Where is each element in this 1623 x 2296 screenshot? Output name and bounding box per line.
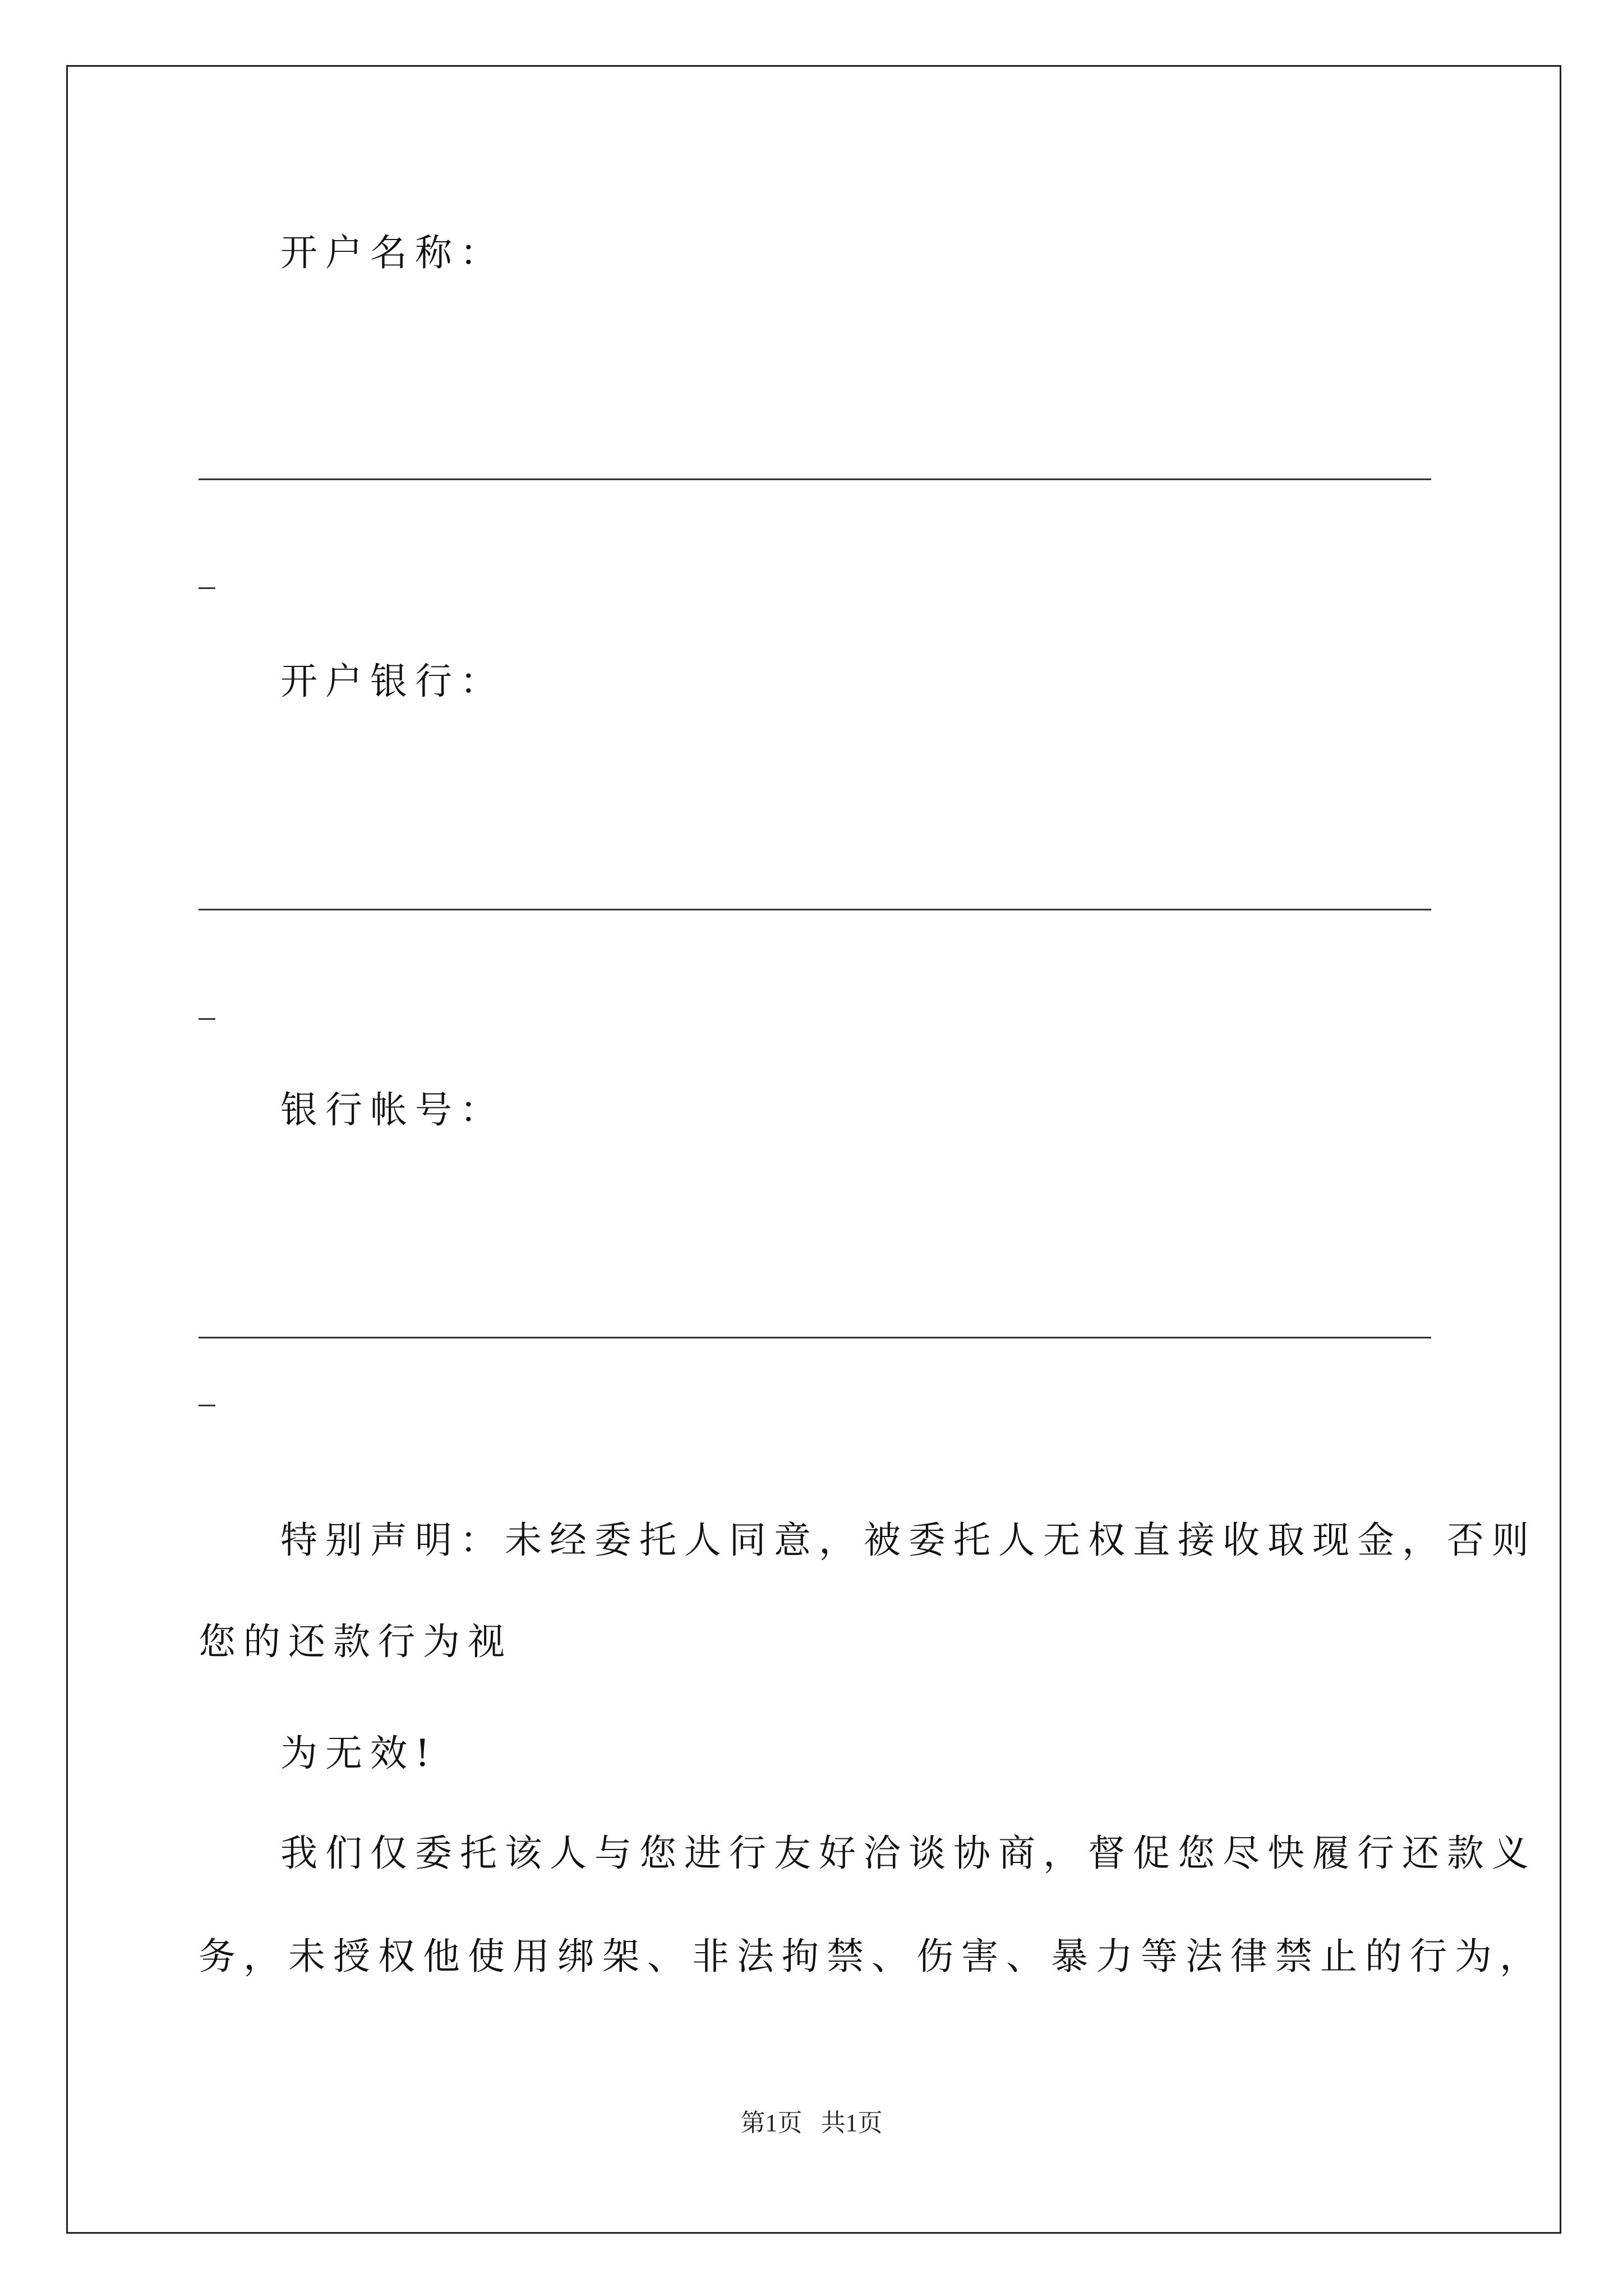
bank-blank-line[interactable]: [199, 909, 1431, 910]
statement-line-3: 为无效!: [280, 1732, 438, 1775]
account-number-label: 银行帐号：: [280, 1088, 505, 1131]
bank-blank-line-end: [199, 1018, 215, 1020]
account-name-blank-line[interactable]: [199, 478, 1431, 480]
statement-line-1: 特别声明：未经委托人同意，被委托人无权直接收取现金，否则: [280, 1519, 1537, 1562]
statement-line-2: 您的还款行为视: [199, 1620, 513, 1663]
bank-label: 开户银行：: [280, 660, 505, 703]
page-border: [66, 65, 1561, 2234]
account-number-blank-line[interactable]: [199, 1337, 1431, 1338]
page-number-footer: 第1页 共1页: [740, 2109, 883, 2137]
account-name-blank-line-end: [199, 587, 215, 589]
account-name-label: 开户名称：: [280, 231, 505, 274]
agreement-line-2: 务，未授权他使用绑架、非法拘禁、伤害、暴力等法律禁止的行为，: [199, 1935, 1544, 1978]
agreement-line-1: 我们仅委托该人与您进行友好洽谈协商，督促您尽快履行还款义: [280, 1832, 1537, 1875]
account-number-blank-line-end: [199, 1405, 215, 1406]
